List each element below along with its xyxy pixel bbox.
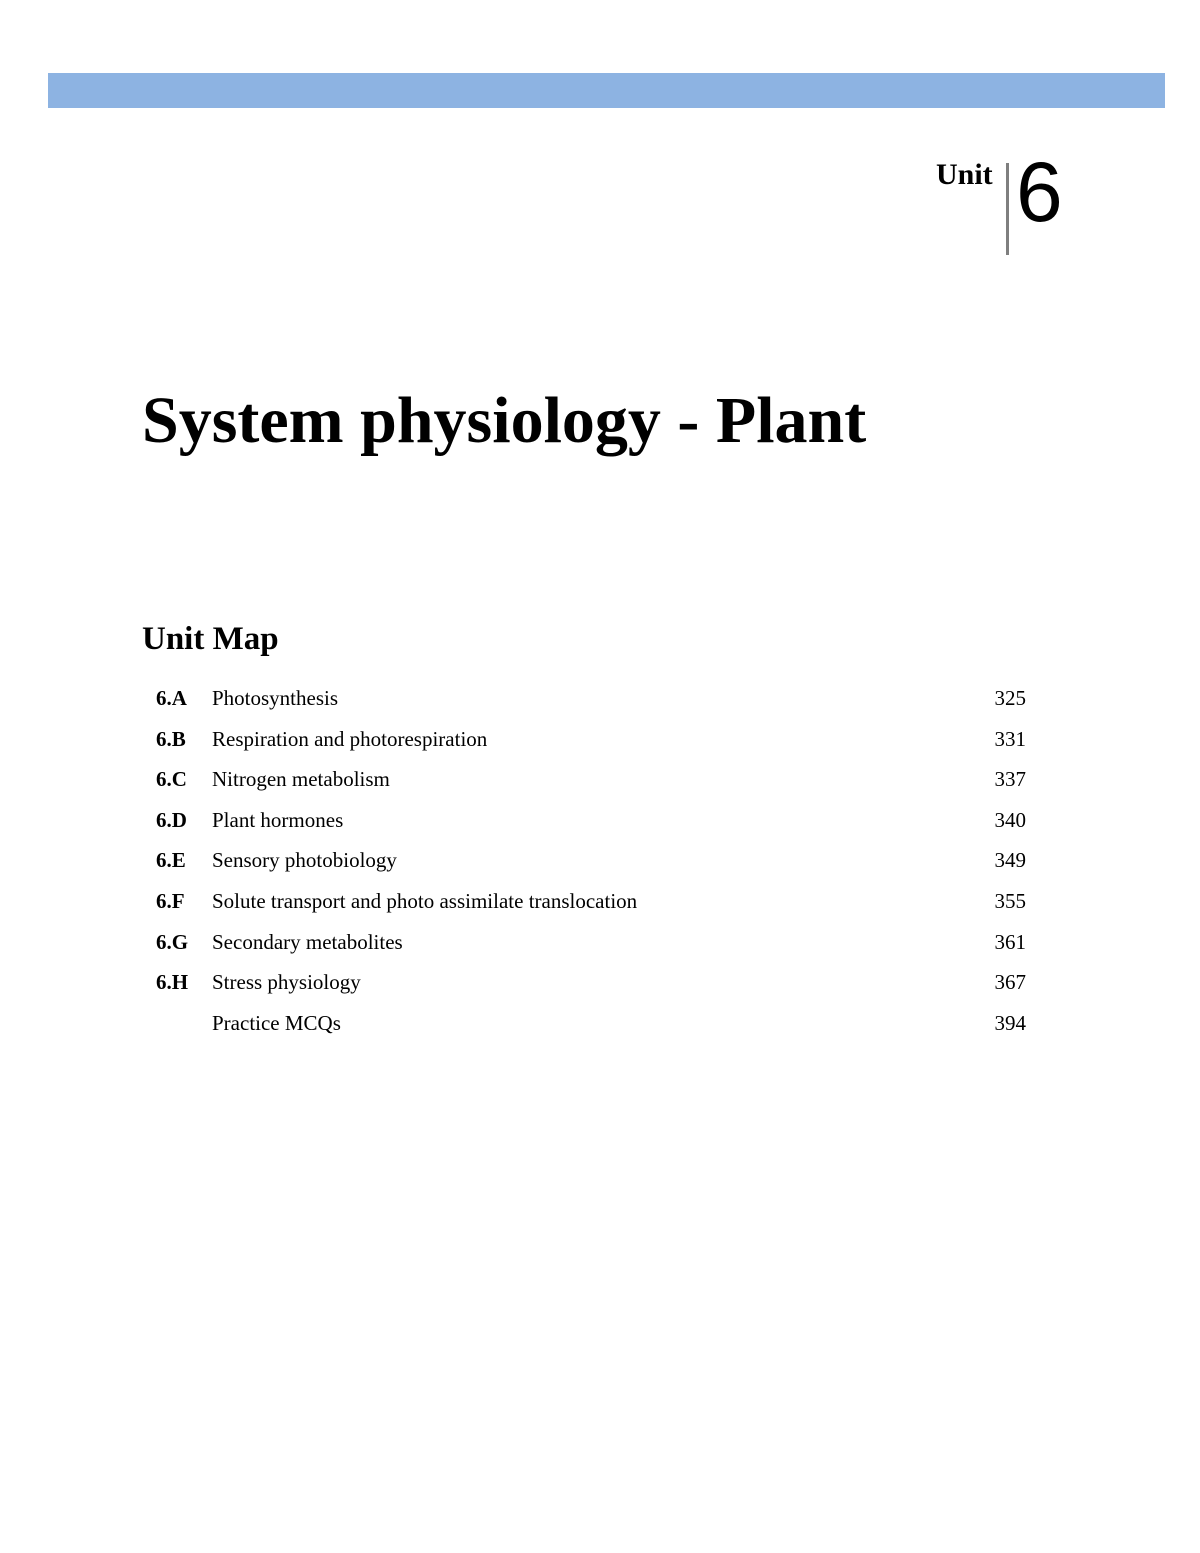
toc-entry[interactable]	[156, 884, 1026, 925]
toc-entry-page: 394	[994, 1010, 1026, 1035]
unit-map-list	[156, 681, 1026, 1046]
toc-entry-page: 337	[994, 767, 1026, 792]
toc-entry-title: Photosynthesis	[212, 686, 339, 710]
toc-entry[interactable]	[156, 681, 1026, 722]
toc-entry[interactable]	[156, 925, 1026, 966]
toc-entry-code: 6.G	[156, 929, 189, 954]
unit-number: 6	[1016, 145, 1063, 239]
toc-entry-code: 6.C	[156, 767, 187, 792]
page-title: System physiology - Plant	[142, 384, 867, 457]
toc-entry-page: 355	[994, 888, 1026, 913]
toc-entry-code: 6.B	[156, 726, 186, 751]
toc-entry-title: Practice MCQs	[212, 1010, 341, 1035]
toc-entry-code: 6.H	[156, 970, 189, 995]
toc-entry-title: Secondary metabolites	[212, 929, 403, 954]
toc-entry-title: Stress physiology	[212, 970, 361, 995]
toc-entry-page: 367	[994, 970, 1026, 995]
toc-entry-page: 325	[994, 686, 1026, 710]
toc-entry[interactable]	[156, 762, 1026, 803]
toc-entry-code: 6.F	[156, 888, 185, 913]
toc-entry-page: 331	[994, 726, 1026, 751]
toc-entry-page: 349	[994, 848, 1026, 873]
unit-divider	[1006, 163, 1009, 255]
toc-entry-title: Sensory photobiology	[212, 848, 397, 873]
toc-entry-code: 6.E	[156, 848, 186, 873]
toc-entry-title: Nitrogen metabolism	[212, 767, 390, 792]
toc-entry[interactable]	[156, 1006, 1026, 1047]
unit-label: Unit	[936, 158, 993, 191]
toc-entry-title: Respiration and photorespiration	[212, 726, 488, 751]
toc-entry-title: Plant hormones	[212, 807, 344, 832]
header-band	[48, 73, 1165, 108]
toc-entry[interactable]	[156, 722, 1026, 763]
toc-entry[interactable]	[156, 965, 1026, 1006]
toc-entry-code: 6.D	[156, 807, 187, 832]
toc-entry-page: 361	[994, 929, 1026, 954]
toc-entry-page: 340	[994, 807, 1026, 832]
toc-entry-title: Solute transport and photo assimilate translocation	[212, 888, 638, 913]
toc-entry[interactable]	[156, 803, 1026, 844]
toc-entry-code: 6.A	[156, 686, 187, 710]
toc-entry[interactable]	[156, 843, 1026, 884]
unit-map-heading: Unit Map	[142, 621, 279, 657]
